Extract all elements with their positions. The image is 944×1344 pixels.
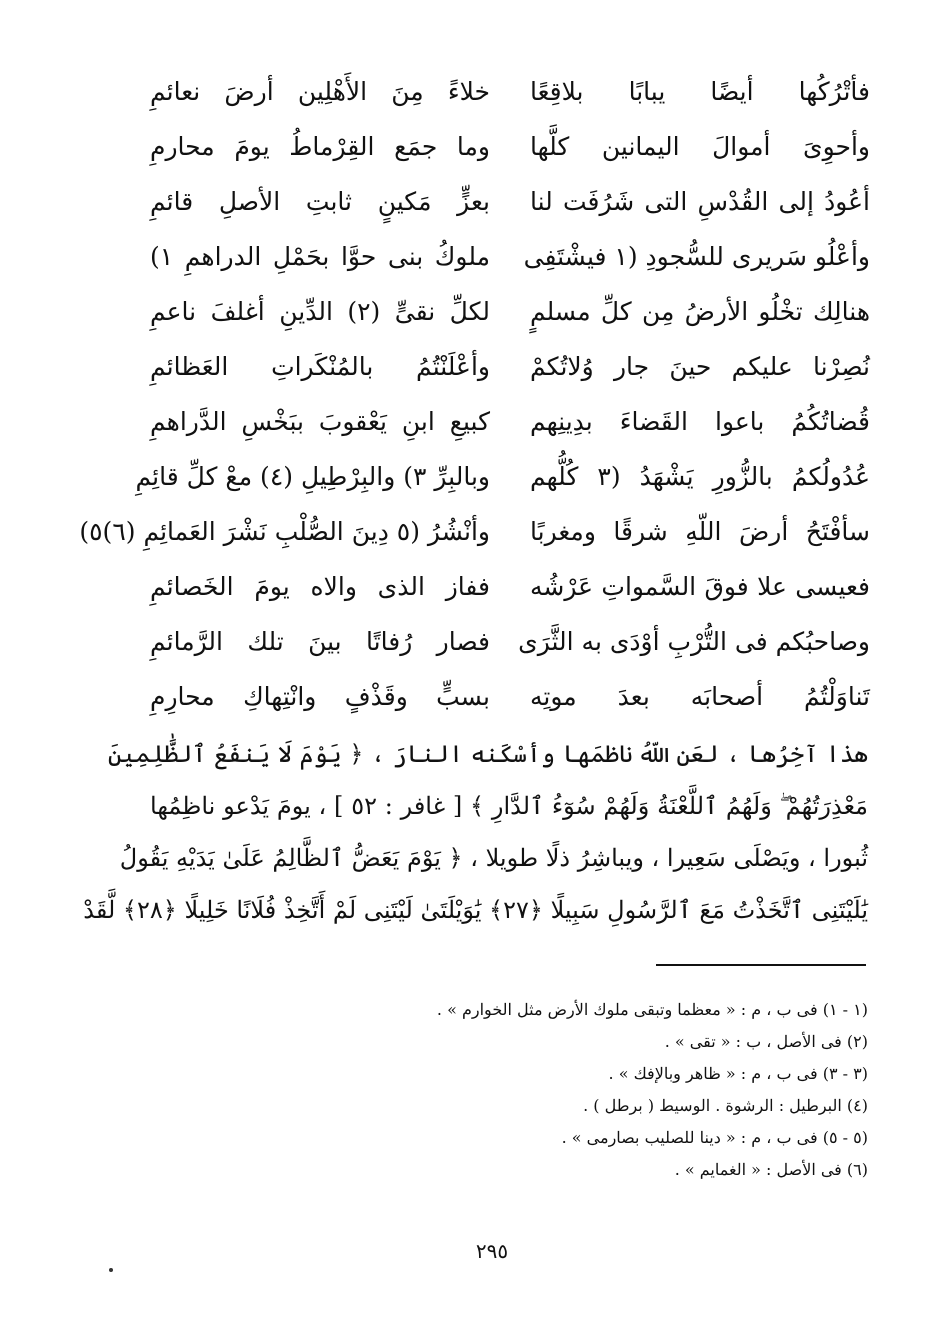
footnote: (٢) فى الأصل ، ب : « تقى » . [664,1032,868,1051]
verse-row [150,174,870,230]
scan-speck [109,1268,113,1272]
prose-paragraph [83,728,869,936]
footnote: (٦) فى الأصل : « الغمايم » . [674,1160,868,1179]
verse-first-hemistich: سأفْتَحُ أرضَ اللّهِ شرقًا ومغربًا [530,517,870,546]
verse-row [150,339,870,395]
verse-row [150,229,870,285]
prose-line: هذا آخِرُها ، لعَن اللّهُ ناظمَها وأسْكَنه النارَ ، ﴿ يَوْمَ لَا يَنفَعُ ٱلظَّٰلِمِينَ [107,740,868,768]
prose-line: مَعْذِرَتُهُمْ ۖ وَلَهُمُ ٱللَّعْنَةُ وَلَهُمْ سُوٓءُ ٱلدَّارِ ﴾ [ غافر : ٥٢ ] ، يومَ يَدْعو ناظِمُها [150,792,869,820]
page-number: ٢٩٥ [475,1239,509,1263]
verse-second-hemistich: خلاءً مِنَ الأَهْلِين أرضَ نعائمِ [150,77,490,106]
verse-row [150,614,870,670]
footnote: (٥ - ٥) فى ب ، م : « دينا للصليب بصارمى » . [561,1128,868,1147]
verse-row [150,669,870,725]
verse-second-hemistich: فصار رُفاتًا بينَ تلك الرَّمائمِ [150,627,490,656]
footnotes [340,994,868,1186]
verse-first-hemistich: قُضاتُكُمُ باعوا القَضاءَ بدِينِهم [530,407,870,436]
verse-second-hemistich: بسبٍّ وقَذْفٍ وانْتِهاكِ محارِمِ [150,682,490,711]
verse-row [135,449,870,505]
verse-first-hemistich: هنالِك تخْلُو الأرضُ مِن كلِّ مسلمٍ [530,297,870,326]
verse-first-hemistich: نُصِرْنا عليكم حينَ جار وُلاتُكمْ [530,352,870,381]
footnote: (١ - ١) فى ب ، م : « معظما وتبقى ملوك الأرض مثل الخوارم » . [436,1000,868,1019]
verse-row [150,394,870,450]
verse-second-hemistich: وأعْلَنْتُمُ بالمُنْكَراتِ العَظائمِ [150,352,490,381]
verse-second-hemistich: كبيعِ ابنِ يَعْقوبَ ببَخْسِ الدَّراهمِ [150,407,490,436]
verse-first-hemistich: وأحوِىَ أموالَ اليمانين كلَّها [530,132,870,161]
prose-line: ثُبورا ، ويَصْلَى سَعِيرا ، ويباشِرُ ذلًا طويلا ، ﴿ يَوْمَ يَعَضُّ ٱلظَّالِمُ عَلَىٰ يَدَيْهِ يَقُولُ [119,844,868,872]
footnote: (٣ - ٣) فى ب ، م : « ظاهر وبالإفك » . [608,1064,868,1083]
verse-first-hemistich: تَناوَلْتُمُ أصحابَه بعدَ موتِه [530,682,870,711]
verse-second-hemistich: وأنْشُرُ (٥ دِينَ الصُّلْبِ نَشْرَ العَمائِمِ (٦)٥) [79,517,490,546]
verse-first-hemistich: فأتْرُكُها أيضًا يبابًا بلاقِعًا [530,77,870,106]
verse-row [150,119,870,175]
verse-row [150,284,870,340]
verse-second-hemistich: وبالبِرِّ ٣) والبِرْطِيلِ (٤) معْ كلِّ قائِمِ [135,462,490,491]
verse-row [150,64,870,120]
verse-first-hemistich: عُدُولُكمُ بالزُّورِ يَشْهَدُ (٣ كُلُّهم [530,462,870,491]
poem-verses [79,64,870,724]
prose-line: يَٰلَيْتَنِى ٱتَّخَذْتُ مَعَ ٱلرَّسُولِ سَبِيلًا ﴿٢٧﴾ يَٰوَيْلَتَىٰ لَيْتَنِى لَمْ أَتَّخِذْ فُلَانًا خَلِيلًا ﴿٢٨﴾ لَّقَدْ [83,896,868,924]
verse-second-hemistich: بعزٍّ مَكينٍ ثابتِ الأصلِ قائمِ [150,187,490,216]
verse-first-hemistich: وأعْلُو سَريرى للسُّجودِ (١ فيشْتَفِى [523,242,870,271]
verse-second-hemistich: وما جمَع القِرْماطُ يومَ محارمِ [150,132,490,161]
verse-second-hemistich: لكلِّ نقىٍّ (٢) الدِّينِ أغلفَ ناعمِ [150,297,490,326]
footnote: (٤) البرطيل : الرشوة . الوسيط ( برطل ) . [583,1096,868,1115]
footnote-separator [656,964,866,966]
verse-first-hemistich: أعُودُ إلى القُدْسِ التى شَرُفَت لنا [530,187,870,216]
verse-second-hemistich: ملوكُ بنى حوَّا بحَمْلِ الدراهمِ ١) [150,242,490,271]
verse-second-hemistich: ففاز الذى والاه يومَ الخَصائمِ [150,572,490,601]
verse-row [150,559,870,615]
verse-first-hemistich: وصاحبُكم فى التُّرْبِ أوْدَى به الثَّرَى [518,627,870,656]
verse-first-hemistich: فعيسى علا فوقَ السَّمواتِ عَرْشُه [530,572,870,601]
verse-row [79,504,870,560]
